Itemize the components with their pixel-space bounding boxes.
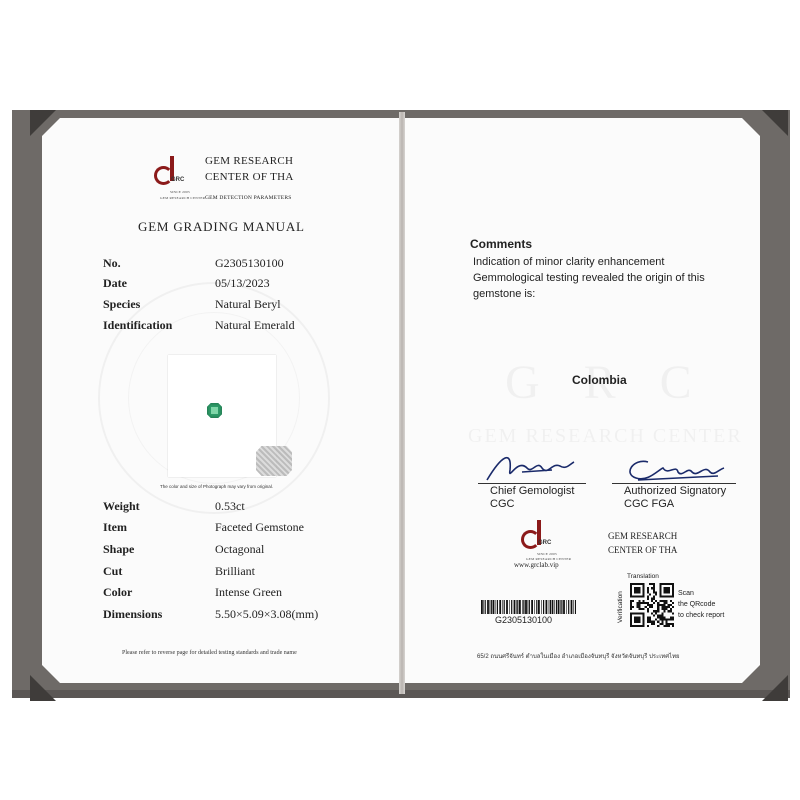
watermark-text — [468, 425, 743, 448]
logo-grc-text: GRC — [538, 540, 552, 546]
field-value: Intense Green — [215, 585, 282, 599]
field-value: Faceted Gemstone — [215, 520, 304, 534]
qr-code — [630, 583, 674, 627]
field-label: Identification — [103, 318, 173, 332]
field-label: Dimensions — [103, 607, 163, 621]
signature-org: CGC FGA — [624, 498, 675, 510]
org-name-line2: CENTER OF THA — [608, 545, 678, 555]
logo-caption: GEM RESEARCH CENTER — [526, 557, 572, 561]
logo-since: SINCE 2005 — [537, 552, 557, 556]
address-footer: 65/2 ถนนศรีจันทร์ ตำบลในเมือง อำเภอเมืองจันทบุรี จังหวัดจันทบุรี ประเทศไทย — [477, 654, 680, 660]
barcode-number: G2305130100 — [495, 615, 553, 625]
field-value: G2305130100 — [215, 256, 284, 270]
signature-line — [478, 483, 586, 484]
field-value: 0.53ct — [215, 499, 245, 513]
emerald-table-facet — [211, 407, 218, 414]
field-label: Shape — [103, 542, 135, 556]
field-label: Item — [103, 520, 127, 534]
field-value: 05/13/2023 — [215, 276, 270, 290]
qr-instruction: Scan — [678, 590, 694, 597]
signature-org: CGC — [490, 498, 515, 510]
grc-logo-icon — [154, 156, 185, 188]
logo-caption: GEM RESEARCH CENTER — [160, 196, 206, 200]
chief-gemologist-signature — [482, 450, 582, 486]
qr-instruction: the QRcode — [678, 601, 716, 608]
field-label: Species — [103, 297, 141, 311]
field-value: Natural Emerald — [215, 318, 295, 332]
origin-country: Colombia — [572, 373, 627, 387]
org-subtitle: GEM DETECTION PARAMETERS — [205, 195, 292, 201]
qr-translation-label: Translation — [627, 573, 659, 580]
field-value: Brilliant — [215, 564, 255, 578]
photo-note: The color and size of Photograph may vary from original. — [160, 484, 274, 489]
comment-line: Gemmological testing revealed the origin of this — [473, 272, 705, 284]
org-name-line2: CENTER OF THA — [205, 171, 294, 183]
field-label: Weight — [103, 499, 140, 513]
signature-line — [612, 483, 736, 484]
website-url: www.grclab.vip — [514, 561, 559, 569]
signature-title: Authorized Signatory — [624, 485, 727, 497]
hologram-sticker — [256, 446, 292, 476]
org-name-line1: GEM RESEARCH — [205, 155, 294, 167]
signature-title: Chief Gemologist — [490, 485, 575, 497]
grc-logo-icon — [521, 520, 552, 552]
field-value: Octagonal — [215, 542, 265, 556]
field-label: Color — [103, 585, 133, 599]
logo-grc-text: GRC — [171, 177, 185, 183]
field-value: 5.50×5.09×3.08(mm) — [215, 607, 319, 621]
barcode — [481, 600, 576, 614]
document-title: GEM GRADING MANUAL — [138, 219, 305, 234]
field-value: Natural Beryl — [215, 297, 281, 311]
comment-line: gemstone is: — [473, 288, 536, 300]
comments-title: Comments — [470, 237, 533, 251]
qr-instruction: to check report — [678, 612, 725, 619]
field-label: Date — [103, 276, 127, 290]
org-name-line1: GEM RESEARCH — [608, 531, 678, 541]
field-label: No. — [103, 256, 121, 270]
folder-spine — [399, 112, 405, 694]
qr-verification-label: Verification — [617, 591, 624, 623]
comment-line: Indication of minor clarity enhancement — [473, 256, 665, 268]
left-footer-note: Please refer to reverse page for detailed testing standards and trade name — [122, 650, 297, 656]
field-label: Cut — [103, 564, 123, 578]
authorized-signatory-signature — [618, 450, 728, 486]
logo-since: SINCE 2005 — [170, 190, 190, 194]
